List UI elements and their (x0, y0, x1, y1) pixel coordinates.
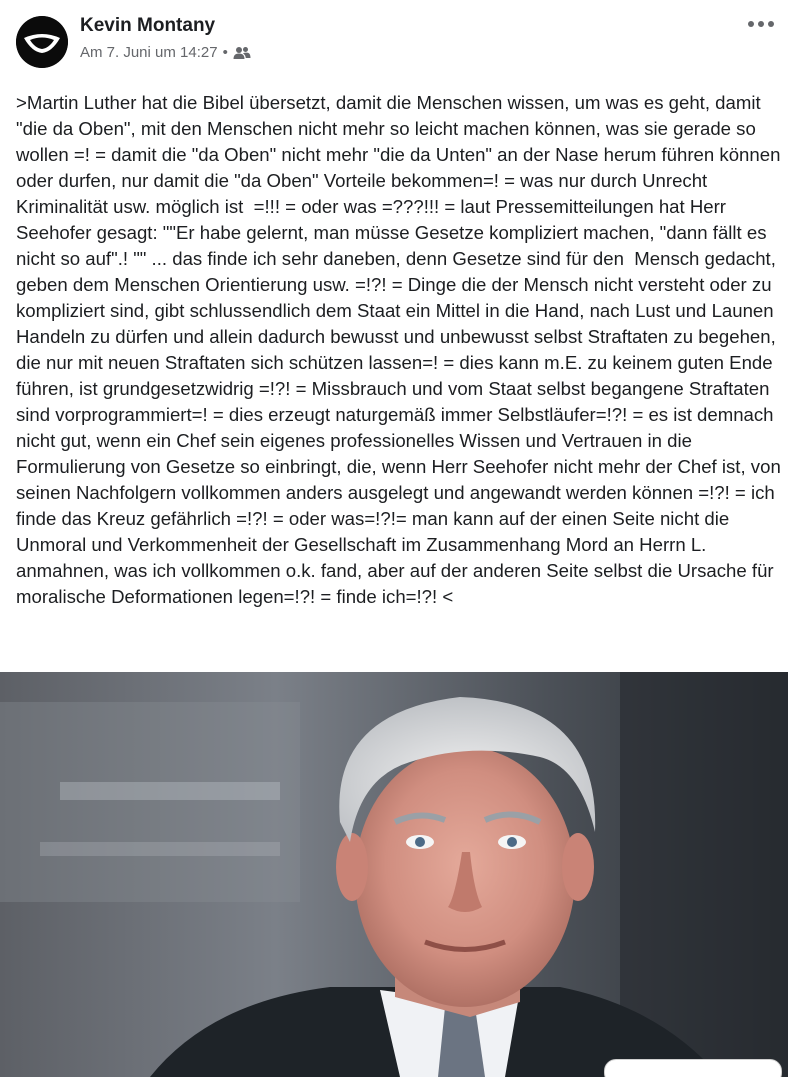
friends-icon[interactable] (233, 46, 251, 60)
more-options-icon[interactable] (748, 14, 774, 34)
more-dot (758, 21, 764, 27)
post-photo[interactable] (0, 672, 788, 1077)
post-header (0, 0, 788, 82)
more-dot (768, 21, 774, 27)
author-avatar[interactable] (16, 16, 68, 68)
post-meta (80, 43, 251, 63)
author-name[interactable]: Kevin Montany (80, 15, 216, 36)
post-text: >Martin Luther hat die Bibel übersetzt, damit die Menschen wissen, um was es geht, damit "die da Oben", mit den Menschen nicht mehr so leicht machen können, was sie gerade so wollen =! = damit die "da Oben" nicht mehr "die da Unten" an der Nase herum führen können oder durfen, nur damit die "da Oben" Vorteile bekommen=! = was nur durch Unrecht Kriminalität usw. möglich ist =!!! = oder was =???!!! = laut Pressemitteilungen hat Herr Seehofer gesagt: ""Er habe gelernt, man müsse Gesetze kompliziert machen, "dann fällt es nicht so auf".! "" ... das finde ich sehr daneben, denn Gesetze sind für den Mensch gedacht, geben dem Menschen Orientierung usw. =!?! = Dinge die der Mensch nicht versteht oder zu kompliziert sind, gibt schlussendlich dem Staat ein Mittel in die Hand, nach Lust und Launen Handeln zu dürfen und allein dadurch bewusst und unbewusst selbst Straftaten zu begehen, die nur mit neuen Straftaten sich schützen lassen=! = dies kann m.E. zu keinem guten Ende führen, ist grundgesetzwidrig =!?! = Missbrauch und vom Staat selbst begangene Straftaten sind vorprogrammiert=! = dies erzeugt naturgemäß immer Selbstläufer=!?! = es ist demnach nicht gut, wenn ein Chef sein eigenes professionelles Wissen und Vertrauen in die Formulierung von Gesetze so einbringt, die, wenn Herr Seehofer nicht mehr der Chef ist, von seinen Nachfolgern vollkommen anders ausgelegt und angewandt werden können =!?! = ich finde das Kreuz gefährlich =!?! = oder was=!?!= man kann auf der einen Seite nicht die Unmoral und Verkommenheit der Gesellschaft im Zusammenhang Mord an Herrn L. anmahnen, was ich vollkommen o.k. fand, aber auf der anderen Seite selbst die Ursache für moralische Deformationen legen=!?! = finde ich=!?! < (16, 92, 786, 607)
portrait-photo (0, 672, 788, 1077)
meta-separator: • (222, 44, 228, 61)
post-timestamp[interactable]: Am 7. Juni um 14:27 (80, 44, 218, 61)
avatar-logo-icon (16, 16, 68, 68)
image-badge (604, 1059, 782, 1077)
more-dot (748, 21, 754, 27)
